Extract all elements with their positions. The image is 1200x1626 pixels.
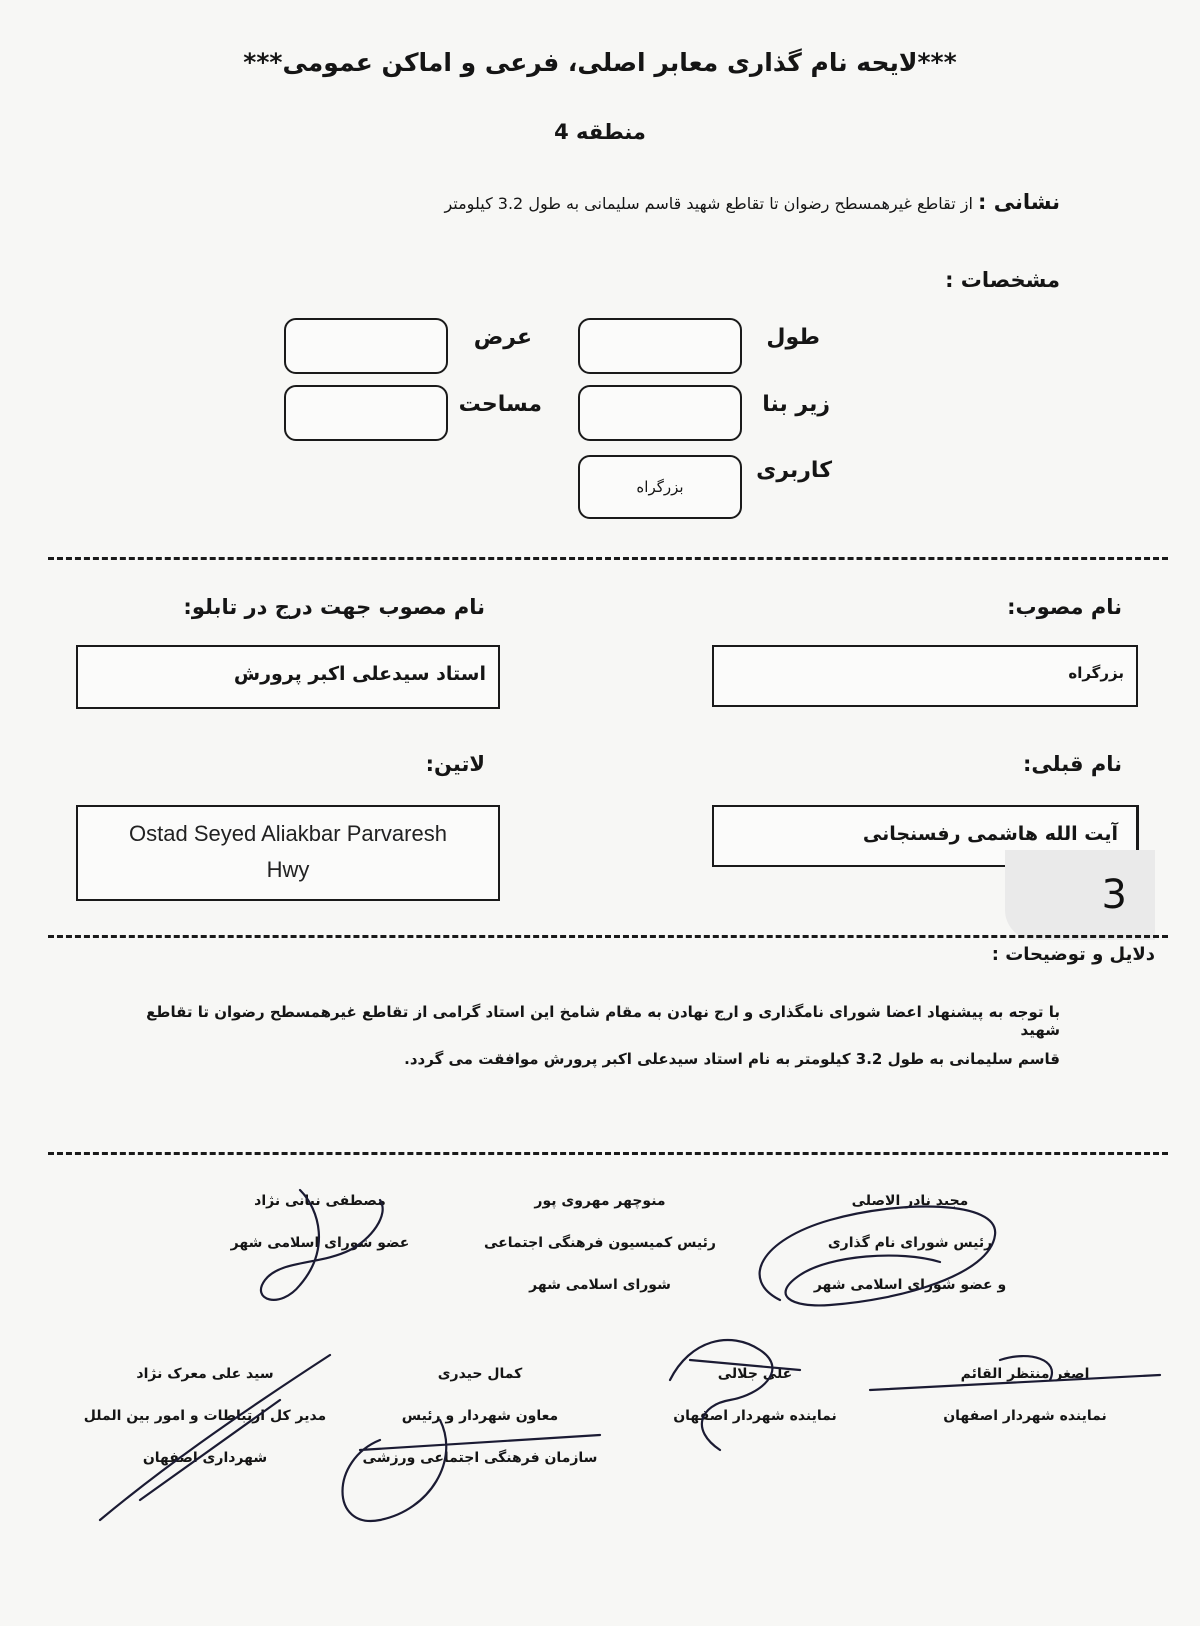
divider (48, 557, 1168, 560)
signatory-5 (660, 1353, 850, 1437)
signatory-name: اصغر منتظر القائم (960, 1366, 1090, 1382)
signatory-name: مصطفی نبانی نژاد (254, 1193, 386, 1209)
signatory-2 (470, 1180, 730, 1306)
signatory-name: سید علی معرک نژاد (136, 1366, 274, 1382)
signatory-3 (220, 1180, 420, 1264)
signatory-role: عضو شورای اسلامی شهر (230, 1235, 410, 1251)
divider (48, 935, 1168, 938)
reasons-title: دلایل و توضیحات : (991, 944, 1155, 965)
signatory-role: سازمان فرهنگی اجتماعی ورزشی (362, 1450, 598, 1466)
usage-label: کاربری (756, 458, 832, 483)
signatory-role: شورای اسلامی شهر (529, 1277, 671, 1293)
latin-name-field (76, 805, 500, 901)
length-field (578, 318, 742, 374)
signatory-4 (920, 1353, 1130, 1437)
page-number: 3 (1005, 850, 1155, 940)
approved-name-field (712, 645, 1138, 707)
signatory-role: معاون شهردار و رئیس (401, 1408, 559, 1424)
signatory-role: رئیس شورای نام گذاری (827, 1235, 993, 1251)
area-field (284, 385, 448, 441)
signatory-6 (360, 1353, 600, 1479)
area-label: مساحت (458, 392, 542, 417)
region-label: منطقه 4 (554, 120, 646, 144)
width-field (284, 318, 448, 374)
sign-name-field (76, 645, 500, 709)
specs-title: مشخصات : (945, 268, 1060, 292)
address-value: از تقاطع غیرهمسطح رضوان تا تقاطع شهید قاسم سلیمانی به طول 3.2 کیلومتر (444, 194, 973, 213)
address-label: نشانی : (978, 190, 1060, 214)
approved-name-value: بزرگراه (1068, 664, 1124, 682)
approved-name-label: نام مصوب: (1007, 595, 1122, 619)
latin-label: لاتین: (425, 752, 485, 776)
signatory-role: نماینده شهردار اصفهان (943, 1408, 1107, 1424)
previous-name-label: نام قبلی: (1022, 752, 1122, 776)
sign-name-value: استاد سیدعلی اکبر پرورش (233, 663, 486, 685)
reasons-line-2: قاسم سلیمانی به طول 3.2 کیلومتر به نام استاد سیدعلی اکبر پرورش موافقت می گردد. (404, 1050, 1060, 1068)
usage-field: بزرگراه (578, 455, 742, 519)
width-label: عرض (473, 325, 532, 350)
signatory-role: رئیس کمیسیون فرهنگی اجتماعی (484, 1235, 716, 1251)
sign-name-label: نام مصوب جهت درج در تابلو: (183, 595, 485, 619)
reasons-line-1: با توجه به پیشنهاد اعضا شورای نامگذاری و ارج نهادن به مقام شامخ این استاد گرامی از تقاطع غیرهمسطح رضوان تا تقاطع شهید (146, 1003, 1060, 1039)
latin-name-line1: Ostad Seyed Aliakbar Parvaresh (129, 821, 447, 846)
previous-name-value: آیت الله هاشمی رفسنجانی (862, 823, 1118, 845)
built-area-field (578, 385, 742, 441)
built-area-label: زیر بنا (762, 392, 830, 417)
signatory-7 (80, 1353, 330, 1479)
signatory-name: علی جلالی (717, 1366, 793, 1382)
signatory-name: کمال حیدری (437, 1366, 523, 1382)
signatory-name: مجید نادر الاصلی (851, 1193, 969, 1209)
signatory-name: منوچهر مهروی پور (534, 1193, 666, 1209)
signatory-role: و عضو شورای اسلامی شهر (813, 1277, 1007, 1293)
document-title: ***لایحه نام گذاری معابر اصلی، فرعی و اماکن عمومی*** (243, 48, 957, 77)
divider (48, 1152, 1168, 1155)
latin-name-line2: Hwy (266, 857, 310, 882)
address-line (160, 190, 1060, 214)
signatory-1 (780, 1180, 1040, 1306)
signatory-role: نماینده شهردار اصفهان (673, 1408, 837, 1424)
signatory-role: مدیر کل ارتباطات و امور بین الملل (83, 1408, 327, 1424)
signatory-role: شهرداری اصفهان (142, 1450, 268, 1466)
length-label: طول (766, 325, 820, 350)
